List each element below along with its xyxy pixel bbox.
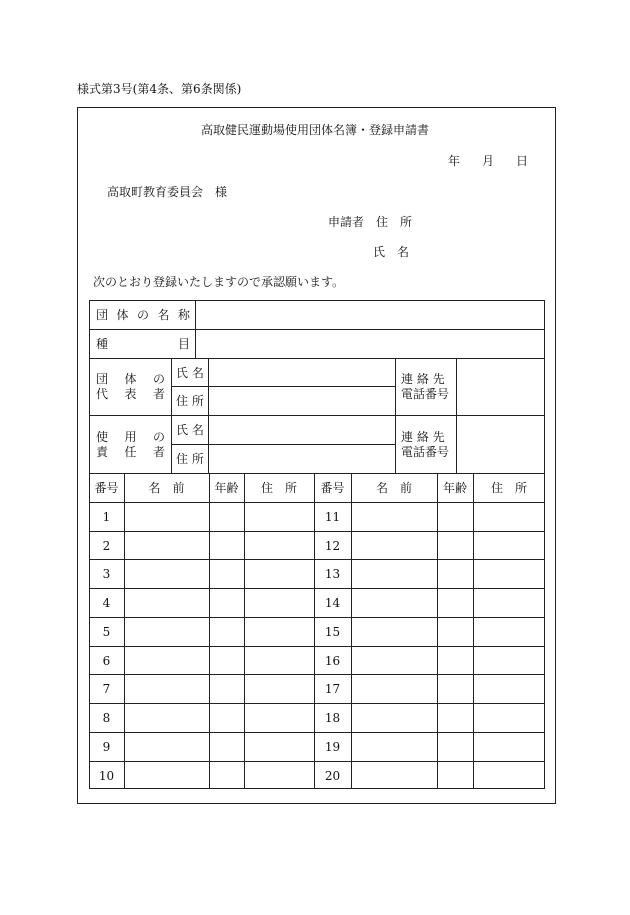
org-name-label: 団 体 の 名 称 xyxy=(96,308,190,322)
member-number-right: 14 xyxy=(324,596,341,610)
representative-address-label: 住 所 xyxy=(176,394,204,408)
form-title: 高取健民運動場使用団体名簿・登録申請書 xyxy=(200,123,429,137)
member-number-left: 4 xyxy=(102,596,111,610)
member-number-left: 7 xyxy=(102,682,111,696)
recipient: 高取町教育委員会 様 xyxy=(107,185,228,199)
member-number-left: 5 xyxy=(102,625,111,639)
member-number-left: 2 xyxy=(102,539,111,553)
header-age-left: 年齢 xyxy=(214,481,239,495)
responsible-name-label: 氏 名 xyxy=(176,423,204,437)
member-number-left: 9 xyxy=(102,740,111,754)
member-number-right: 18 xyxy=(324,711,341,725)
header-address-left: 住 所 xyxy=(260,481,297,495)
member-number-left: 1 xyxy=(102,510,111,524)
form-reference: 様式第3号(第4条、第6条関係) xyxy=(77,82,242,96)
representative-label-line1: 団 体 の xyxy=(96,372,165,386)
responsible-label-line2: 責 任 者 xyxy=(96,445,165,459)
member-number-left: 10 xyxy=(98,769,115,783)
header-number-left: 番号 xyxy=(94,481,119,495)
member-number-right: 12 xyxy=(324,539,341,553)
representative-phone-label: 電話番号 xyxy=(401,387,450,401)
header-age-right: 年齢 xyxy=(442,481,467,495)
responsible-phone-label: 電話番号 xyxy=(401,445,450,459)
date-day-label: 日 xyxy=(516,154,529,168)
member-number-right: 11 xyxy=(324,510,341,524)
member-number-right: 20 xyxy=(324,769,341,783)
member-number-left: 8 xyxy=(102,711,111,725)
responsible-address-label: 住 所 xyxy=(176,452,204,466)
header-number-right: 番号 xyxy=(320,481,345,495)
header-address-right: 住 所 xyxy=(490,481,527,495)
header-name-right: 名 前 xyxy=(375,481,412,495)
applicant-name-label: 氏 名 xyxy=(373,245,410,259)
representative-name-label: 氏 名 xyxy=(176,366,204,380)
member-number-right: 19 xyxy=(324,740,341,754)
intro-text: 次のとおり登録いたしますので承認願います。 xyxy=(93,275,345,289)
responsible-contact-label: 連 絡 先 xyxy=(401,430,445,444)
date-month-label: 月 xyxy=(482,154,495,168)
activity-type-label: 種 目 xyxy=(96,337,190,351)
header-name-left: 名 前 xyxy=(148,481,185,495)
date-year-label: 年 xyxy=(448,154,461,168)
member-number-right: 17 xyxy=(324,682,341,696)
member-number-left: 6 xyxy=(102,654,111,668)
responsible-label-line1: 使 用 の xyxy=(96,430,165,444)
representative-contact-label: 連 絡 先 xyxy=(401,372,445,386)
member-number-right: 15 xyxy=(324,625,341,639)
member-number-right: 16 xyxy=(324,654,341,668)
representative-label-line2: 代 表 者 xyxy=(96,387,165,401)
member-number-right: 13 xyxy=(324,567,341,581)
applicant-address-label: 申請者 住 所 xyxy=(328,215,413,229)
member-number-left: 3 xyxy=(102,567,111,581)
